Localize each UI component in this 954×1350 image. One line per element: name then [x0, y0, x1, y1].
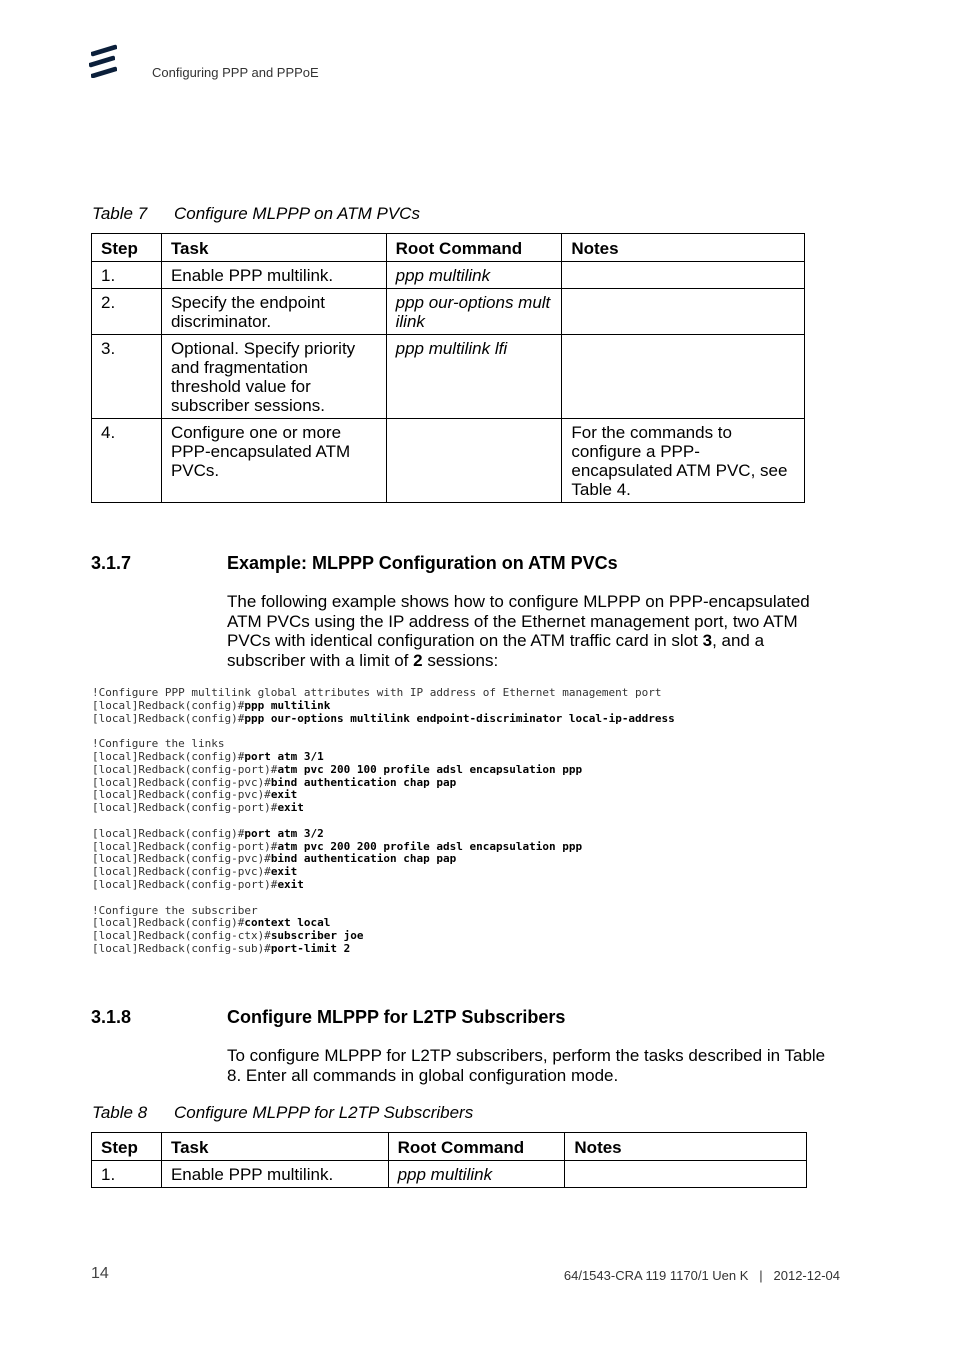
code-line [92, 865, 297, 878]
code-command: exit [270, 788, 298, 802]
code-line [92, 929, 364, 942]
code-prompt: [local]Redback(config-ctx)# [92, 929, 271, 943]
code-command: exit [270, 865, 298, 879]
code-prompt: [local]Redback(config)# [92, 711, 245, 725]
code-prompt: [local]Redback(config)# [92, 826, 245, 840]
paragraph-text: The following example shows how to configure MLPPP on PPP-encapsulated ATM PVCs using the IP address of the Ethernet management port, two ATM PVCs with identical configuration on the ATM traffic card in slot [227, 592, 810, 650]
notes-cell [562, 335, 805, 419]
code-prompt: [local]Redback(config)# [92, 698, 245, 712]
code-command: port atm 3/2 [244, 826, 324, 840]
code-line [92, 942, 350, 955]
notes-cell [565, 1161, 807, 1188]
code-line [92, 904, 258, 917]
command-cell: ppp multilink lfi [386, 335, 562, 419]
code-line [92, 801, 304, 814]
section-number: 3.1.8 [91, 1007, 132, 1027]
code-example [92, 687, 675, 956]
task-cell: Optional. Specify priority and fragmentation threshold value for subscriber sessions. [161, 335, 386, 419]
task-cell: Enable PPP multilink. [161, 262, 386, 289]
step-cell: 2. [92, 289, 162, 335]
code-command: exit [277, 877, 304, 891]
code-command: port atm 3/1 [244, 749, 324, 763]
section-3-1-7-heading [91, 553, 618, 574]
table8-number: Table 8 [92, 1103, 148, 1122]
ericsson-logo-icon [88, 44, 118, 78]
section-3-1-8-heading [91, 1007, 565, 1028]
section-3-1-8-paragraph: To configure MLPPP for L2TP subscribers, perform the tasks described in Table 8. Enter all commands in global configuration mode. [227, 1046, 826, 1085]
code-command: bind authentication chap pap [270, 775, 457, 789]
code-line [92, 699, 330, 712]
code-command: ppp multilink [244, 698, 331, 712]
code-prompt: [local]Redback(config-port)# [92, 839, 278, 853]
task-cell: Specify the endpoint discriminator. [161, 289, 386, 335]
code-line [92, 878, 304, 891]
table8-col-command: Root Command [388, 1133, 565, 1161]
table-row [92, 419, 805, 503]
code-line [92, 737, 224, 750]
code-command: context local [244, 916, 331, 930]
table7-col-command: Root Command [386, 234, 562, 262]
doc-id-text: 64/1543-CRA 119 1170/1 Uen K [563, 1268, 749, 1283]
notes-cell: For the commands to configure a PPP-encapsulated ATM PVC, see Table 4. [562, 419, 805, 503]
code-line [92, 776, 456, 789]
code-prompt: !Configure PPP multilink global attributes with IP address of Ethernet management port [92, 686, 662, 699]
table7-header-row [92, 234, 805, 262]
slot-value: 3 [702, 631, 713, 650]
table-row [92, 262, 805, 289]
code-line [92, 788, 297, 801]
code-prompt: [local]Redback(config-port)# [92, 801, 278, 815]
table8-col-task: Task [161, 1133, 388, 1161]
code-prompt: [local]Redback(config-sub)# [92, 941, 271, 955]
code-prompt: [local]Redback(config)# [92, 916, 245, 930]
code-line [92, 750, 324, 763]
code-prompt: [local]Redback(config-pvc)# [92, 775, 271, 789]
code-command: exit [277, 801, 304, 815]
table8-col-step: Step [92, 1133, 162, 1161]
table7-col-task: Task [161, 234, 386, 262]
code-line [92, 827, 324, 840]
table7-col-notes: Notes [562, 234, 805, 262]
session-limit-value: 2 [413, 650, 423, 670]
code-prompt: !Configure the links [92, 737, 225, 751]
code-line [92, 763, 582, 776]
command-cell: ppp multilink [386, 262, 562, 289]
code-command: port-limit 2 [270, 941, 351, 955]
table7-number: Table 7 [92, 204, 148, 223]
table8-col-notes: Notes [565, 1133, 807, 1161]
code-line [92, 852, 456, 865]
code-line [92, 686, 662, 699]
doc-date: 2012-12-04 [773, 1268, 840, 1283]
code-prompt: [local]Redback(config-pvc)# [92, 852, 271, 866]
step-cell: 1. [92, 262, 162, 289]
separator: | [759, 1268, 763, 1283]
section-3-1-7-paragraph [227, 592, 839, 670]
table8 [91, 1132, 807, 1188]
section-title: Example: MLPPP Configuration on ATM PVCs [227, 553, 618, 573]
section-number: 3.1.7 [91, 553, 132, 573]
document-id [564, 1268, 840, 1283]
code-command: atm pvc 200 100 profile adsl encapsulation ppp [277, 762, 583, 776]
code-line [92, 916, 330, 929]
code-prompt: !Configure the subscriber [92, 903, 258, 917]
code-prompt: [local]Redback(config-port)# [92, 762, 278, 776]
code-prompt: [local]Redback(config)# [92, 749, 245, 763]
step-cell: 3. [92, 335, 162, 419]
code-line [92, 712, 675, 725]
code-command: atm pvc 200 200 profile adsl encapsulation ppp [277, 839, 583, 853]
running-header: Configuring PPP and PPPoE [152, 65, 319, 80]
step-cell: 4. [92, 419, 162, 503]
code-command: subscriber joe [270, 929, 364, 943]
table7-caption [92, 204, 420, 224]
command-cell: ppp our-options multilink [386, 289, 562, 335]
code-command: ppp our-options multilink endpoint-discriminator local-ip-address [244, 711, 675, 725]
code-command: bind authentication chap pap [270, 852, 457, 866]
table-row [92, 335, 805, 419]
table-row [92, 1161, 807, 1188]
paragraph-text: , and a subscriber with a limit of [227, 631, 765, 670]
step-cell: 1. [92, 1161, 162, 1188]
table8-header-row [92, 1133, 807, 1161]
notes-cell [562, 289, 805, 335]
code-prompt: [local]Redback(config-pvc)# [92, 865, 271, 879]
command-cell: ppp multilink [388, 1161, 565, 1188]
section-title: Configure MLPPP for L2TP Subscribers [227, 1007, 566, 1027]
code-prompt: [local]Redback(config-port)# [92, 877, 278, 891]
table-row [92, 289, 805, 335]
page-number: 14 [91, 1265, 109, 1282]
table8-caption [92, 1103, 473, 1123]
table7-title: Configure MLPPP on ATM PVCs [174, 204, 420, 223]
code-line [92, 840, 582, 853]
task-cell: Enable PPP multilink. [161, 1161, 388, 1188]
table8-title: Configure MLPPP for L2TP Subscribers [174, 1103, 474, 1122]
table7-col-step: Step [92, 234, 162, 262]
table7 [91, 233, 805, 503]
code-prompt: [local]Redback(config-pvc)# [92, 788, 271, 802]
command-cell [386, 419, 562, 503]
task-cell: Configure one or more PPP-encapsulated ATM PVCs. [161, 419, 386, 503]
paragraph-text: sessions: [422, 650, 499, 670]
notes-cell [562, 262, 805, 289]
